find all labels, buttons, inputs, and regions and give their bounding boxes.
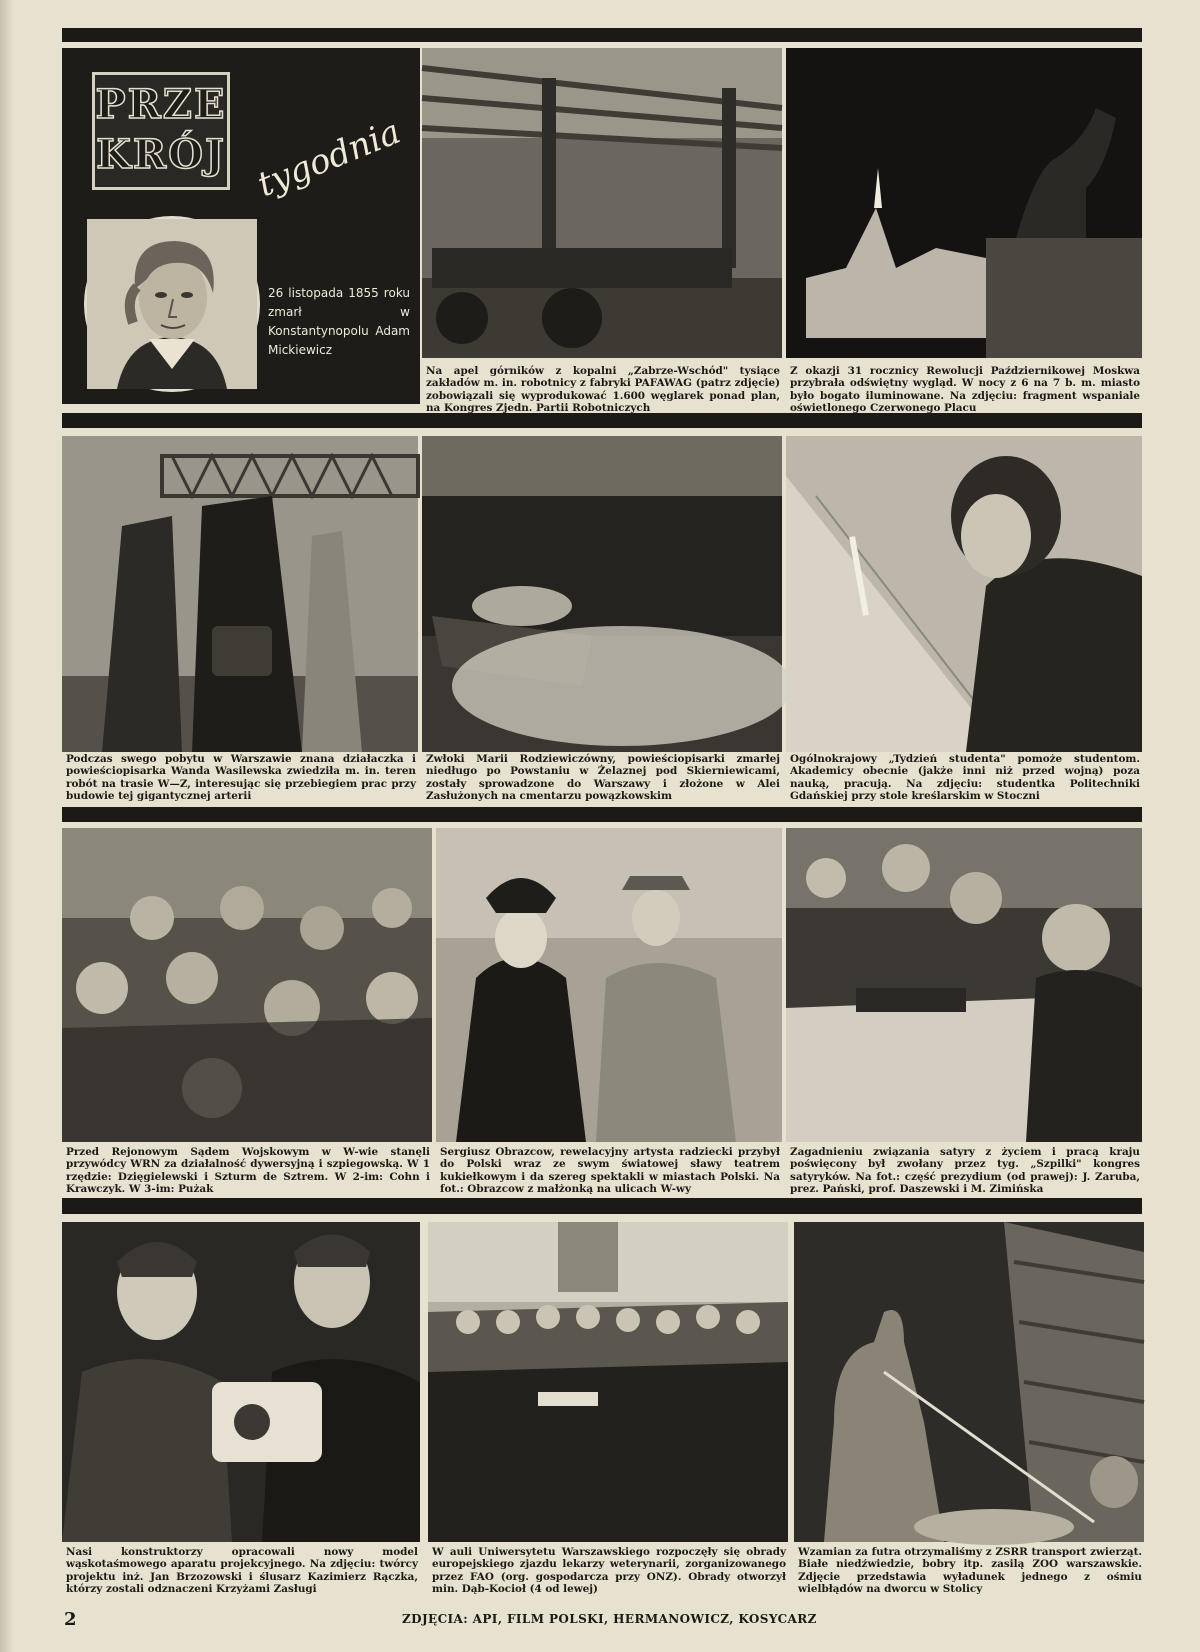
row-divider-2 xyxy=(62,807,1142,822)
photo-cell-funeral xyxy=(422,436,782,801)
mickiewicz-portrait xyxy=(84,216,260,392)
photo-veterinary-congress xyxy=(428,1222,788,1542)
row-divider-1 xyxy=(62,413,1142,428)
caption: Na apel górników z kopalni „Zabrze-Wschód" tysiące zakładów m. in. robotnicy z fabryki PAFAWAG (patrz zdjęcie) zobowiązali się wyprodukować 1.600 węglarek ponad plan, na Kongres Zjedn. Partii Robotniczych xyxy=(426,365,780,415)
photo-factory xyxy=(422,48,782,358)
photo-cell-camel xyxy=(794,1222,1144,1604)
page-spine-shadow xyxy=(0,0,14,1652)
photo-cell-student xyxy=(786,436,1142,801)
caption: Sergiusz Obrazcow, rewelacyjny artysta radziecki przybył do Polski wraz ze swym światowej sławy teatrem kukiełkowym i da szereg spektakli w miastach Polski. Na fot.: Obrazcow z małżonką na ulicach W-wy xyxy=(440,1146,780,1196)
photo-camel-unloading xyxy=(794,1222,1144,1542)
photo-construction-visit xyxy=(62,436,418,752)
photo-obrazcow-couple xyxy=(436,828,782,1142)
caption: Wzamian za futra otrzymaliśmy z ZSRR transport zwierząt. Białe niedźwiedzie, bobry itp. zasilą ZOO warszawskie. Zdjęcie przedstawia wyładunek jednego z ośmiu wielbłądów na dworcu w Stolicy xyxy=(798,1546,1142,1596)
photo-cell-satirists xyxy=(786,828,1142,1194)
caption: Zagadnieniu związania satyry z życiem i pracą kraju poświęcony był zwołany przez tyg. „Szpilki" kongres satyryków. Na fot.: część prezydium (od prawej): J. Zaruba, prez. Pański, prof. Daszewski i M. Zimińska xyxy=(790,1146,1140,1196)
caption: Nasi konstruktorzy opracowali nowy model wąskotaśmowego aparatu projekcyjnego. Na zdjęciu: twórcy projektu inż. Jan Brzozowski i ślusarz Kazimierz Rączka, którzy zostali odznaczeni Krzyżami Zasługi xyxy=(66,1546,418,1596)
caption: Z okazji 31 rocznicy Rewolucji Październikowej Moskwa przybrała odświętny wygląd. W nocy z 6 na 7 b. m. miasto było bogato iluminowane. Na zdjęciu: fragment wspaniale oświetlonego Czerwonego Placu xyxy=(790,365,1140,415)
caption: Ogólnokrajowy „Tydzień studenta" pomoże studentom. Akademicy obecnie (jakże inni niż przed wojną) poza nauką, pracują. Na zdjęciu: studentka Politechniki Gdańskiej przy stole kreślarskim w Stoczni xyxy=(790,753,1140,803)
caption: W auli Uniwersytetu Warszawskiego rozpoczęły się obrady europejskiego zjazdu lekarzy weterynarii, zorganizowanego przez FAO (org. gospodarcza przy ONZ). Obrady otworzył min. Dąb-Kocioł (4 od lewej) xyxy=(432,1546,786,1596)
top-rule xyxy=(62,28,1142,42)
photo-cell-obrazcow xyxy=(436,828,782,1194)
mickiewicz-note: 26 listopada 1855 roku zmarł w Konstantynopolu Adam Mickiewicz xyxy=(268,286,410,357)
photo-trial-defendants xyxy=(62,828,432,1142)
photo-moscow-night xyxy=(786,48,1142,358)
caption: Podczas swego pobytu w Warszawie znana działaczka i powieściopisarka Wanda Wasilewska zwiedziła m. in. teren robót na trasie W—Z, interesując się przebiegiem prac przy budowie tej gigantycznej arterii xyxy=(66,753,416,803)
photo-funeral xyxy=(422,436,782,752)
photo-cell-moscow xyxy=(786,48,1142,415)
photo-cell-projector xyxy=(62,1222,420,1604)
logo-line-1: PRZE xyxy=(95,81,227,128)
photo-cell-wasilewska xyxy=(62,436,418,801)
logo-line-2: KRÓJ xyxy=(96,131,226,178)
photo-satirists-congress xyxy=(786,828,1142,1142)
caption: Przed Rejonowym Sądem Wojskowym w W-wie stanęli przywódcy WRN za działalność dywersyjną i szpiegowską. W 1 rzędzie: Dzięgielewski i Szturm de Sztrem. W 2-im: Cohn i Krawczyk. W 3-im: Pużak xyxy=(66,1146,430,1196)
masthead-panel xyxy=(62,48,420,404)
przekroj-logo xyxy=(92,72,230,190)
photo-cell-trial xyxy=(62,828,432,1194)
row-divider-3 xyxy=(62,1198,1142,1214)
caption: Zwłoki Marii Rodziewiczówny, powieściopisarki zmarłej niedługo po Powstaniu w Żelaznej pod Skierniewicami, zostały sprowadzone do Warszawy i złożone w Alei Zasłużonych na cmentarzu powązkowskim xyxy=(426,753,780,803)
photo-projector-constructors xyxy=(62,1222,420,1542)
photo-cell-veterinary xyxy=(428,1222,788,1604)
photo-credits: ZDJĘCIA: API, FILM POLSKI, HERMANOWICZ, KOSYCARZ xyxy=(402,1612,817,1626)
photo-student-drafting xyxy=(786,436,1142,752)
page-number: 2 xyxy=(64,1609,77,1630)
photo-cell-pafawag xyxy=(422,48,782,415)
tygodnia-script: tygodnia xyxy=(252,111,406,206)
